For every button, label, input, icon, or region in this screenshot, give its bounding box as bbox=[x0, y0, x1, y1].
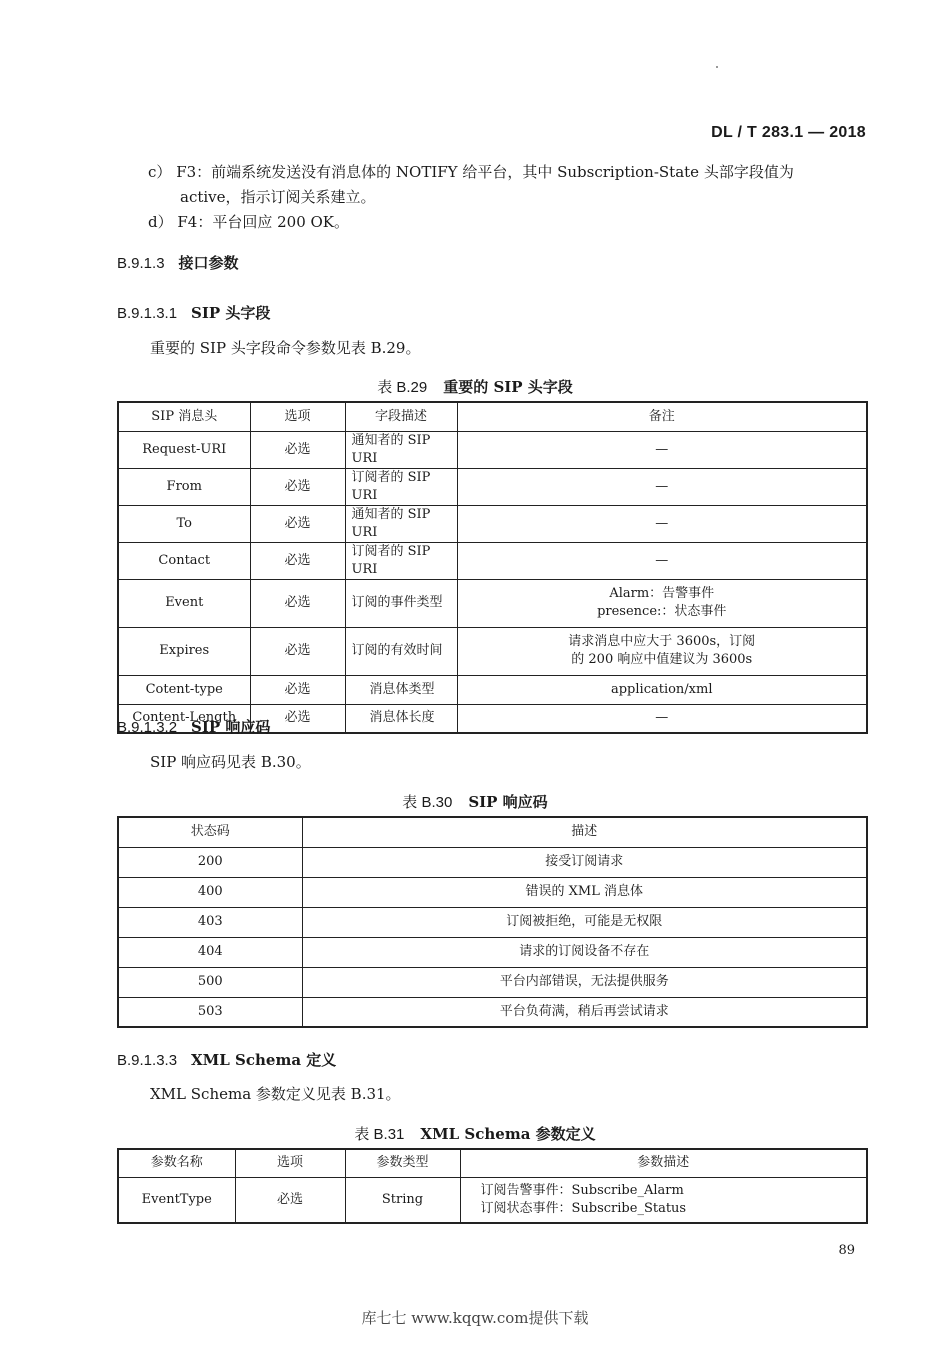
table-cell: 必选 bbox=[235, 1177, 345, 1223]
table-cell: — bbox=[457, 468, 867, 505]
table-cell: 200 bbox=[118, 847, 302, 877]
table-cell: 订阅者的 SIP URI bbox=[345, 468, 457, 505]
header-cell: 字段描述 bbox=[345, 402, 457, 431]
table-cell: 500 bbox=[118, 967, 302, 997]
table-cell: — bbox=[457, 542, 867, 579]
table-header-row bbox=[118, 817, 867, 847]
table-cell: 403 bbox=[118, 907, 302, 937]
table-cell bbox=[460, 1177, 867, 1223]
section-heading-b9133: B.9.1.3.3 XML Schema 定义 bbox=[117, 1051, 337, 1069]
table-row bbox=[118, 1177, 867, 1223]
download-watermark: 库七七 www.kqqw.com提供下载 bbox=[361, 1309, 589, 1327]
table-cell: 订阅被拒绝，可能是无权限 bbox=[302, 907, 867, 937]
header-cell: 备注 bbox=[457, 402, 867, 431]
cell-line: presence:：状态事件 bbox=[597, 604, 727, 619]
table-cell: 503 bbox=[118, 997, 302, 1027]
list-text-line1: F3：前端系统发送没有消息体的 NOTIFY 给平台，其中 Subscription-State 头部字段值为 bbox=[176, 163, 794, 181]
table-cell: — bbox=[457, 431, 867, 468]
table-cell: String bbox=[345, 1177, 460, 1223]
section-heading-b9132: B.9.1.3.2 SIP 响应码 bbox=[117, 718, 271, 736]
section-intro-b9131: 重要的 SIP 头字段命令参数见表 B.29。 bbox=[150, 339, 421, 357]
table-cell bbox=[457, 579, 867, 627]
section-intro-b9132: SIP 响应码见表 B.30。 bbox=[150, 753, 311, 771]
cell-line: Alarm：告警事件 bbox=[609, 586, 715, 601]
table-cell bbox=[457, 627, 867, 675]
table-row bbox=[118, 627, 867, 675]
table-cell: — bbox=[457, 704, 867, 733]
table-cell: 消息体长度 bbox=[345, 704, 457, 733]
table-cell: 必选 bbox=[250, 542, 345, 579]
table-cell: Content-Length bbox=[118, 704, 250, 733]
header-cell: 选项 bbox=[235, 1149, 345, 1177]
table-header-row bbox=[118, 1149, 867, 1177]
list-marker: c） bbox=[148, 163, 172, 181]
header-cell: SIP 消息头 bbox=[118, 402, 250, 431]
table-cell: 必选 bbox=[250, 468, 345, 505]
table-row bbox=[118, 468, 867, 505]
section-heading-b913: B.9.1.3 接口参数 bbox=[117, 254, 239, 272]
table-cell: 错误的 XML 消息体 bbox=[302, 877, 867, 907]
table-cell: 平台内部错误，无法提供服务 bbox=[302, 967, 867, 997]
list-item-c bbox=[148, 160, 868, 184]
table-caption-b30: 表 B.30 SIP 响应码 bbox=[402, 793, 548, 811]
table-cell: 订阅者的 SIP URI bbox=[345, 542, 457, 579]
table-cell: 平台负荷满，稍后再尝试请求 bbox=[302, 997, 867, 1027]
header-cell: 参数描述 bbox=[460, 1149, 867, 1177]
scan-speck bbox=[716, 66, 718, 68]
table-b29 bbox=[117, 401, 868, 734]
table-cell: 必选 bbox=[250, 505, 345, 542]
table-cell: Contact bbox=[118, 542, 250, 579]
table-row bbox=[118, 877, 867, 907]
table-row bbox=[118, 967, 867, 997]
header-cell: 状态码 bbox=[118, 817, 302, 847]
table-cell: — bbox=[457, 505, 867, 542]
document-code: DL / T 283.1 — 2018 bbox=[711, 124, 866, 141]
table-b30 bbox=[117, 816, 868, 1028]
cell-line: 订阅状态事件：Subscribe_Status bbox=[480, 1200, 687, 1216]
table-cell: 请求的订阅设备不存在 bbox=[302, 937, 867, 967]
header-cell: 参数名称 bbox=[118, 1149, 235, 1177]
table-row bbox=[118, 675, 867, 704]
table-cell: 必选 bbox=[250, 675, 345, 704]
table-cell: Event bbox=[118, 579, 250, 627]
table-row bbox=[118, 907, 867, 937]
table-cell: 通知者的 SIP URI bbox=[345, 431, 457, 468]
cell-line: 订阅告警事件：Subscribe_Alarm bbox=[480, 1182, 684, 1198]
table-row bbox=[118, 847, 867, 877]
table-header-row bbox=[118, 402, 867, 431]
table-cell: 必选 bbox=[250, 579, 345, 627]
table-b31 bbox=[117, 1148, 868, 1224]
list-text-line1: F4：平台回应 200 OK。 bbox=[177, 213, 350, 231]
header-cell: 选项 bbox=[250, 402, 345, 431]
page-number: 89 bbox=[838, 1243, 855, 1258]
cell-line: 请求消息中应大于 3600s，订阅 bbox=[568, 634, 756, 649]
table-row bbox=[118, 579, 867, 627]
table-cell: To bbox=[118, 505, 250, 542]
table-cell: Expires bbox=[118, 627, 250, 675]
table-cell: 400 bbox=[118, 877, 302, 907]
table-cell: 消息体类型 bbox=[345, 675, 457, 704]
cell-line: 的 200 响应中值建议为 3600s bbox=[571, 652, 753, 667]
table-cell: 订阅的事件类型 bbox=[345, 579, 457, 627]
table-cell: From bbox=[118, 468, 250, 505]
table-row bbox=[118, 937, 867, 967]
table-cell: 404 bbox=[118, 937, 302, 967]
table-cell: 必选 bbox=[250, 704, 345, 733]
table-cell: 接受订阅请求 bbox=[302, 847, 867, 877]
list-item-c-continuation: active，指示订阅关系建立。 bbox=[180, 188, 376, 206]
table-cell: 必选 bbox=[250, 431, 345, 468]
table-cell: application/xml bbox=[457, 675, 867, 704]
header-cell: 参数类型 bbox=[345, 1149, 460, 1177]
section-intro-b9133: XML Schema 参数定义见表 B.31。 bbox=[150, 1085, 401, 1103]
header-cell: 描述 bbox=[302, 817, 867, 847]
table-caption-b31: 表 B.31 XML Schema 参数定义 bbox=[354, 1125, 596, 1143]
list-marker: d） bbox=[148, 213, 173, 231]
table-cell: 通知者的 SIP URI bbox=[345, 505, 457, 542]
table-cell: Cotent-type bbox=[118, 675, 250, 704]
table-row bbox=[118, 997, 867, 1027]
table-cell: Request-URI bbox=[118, 431, 250, 468]
table-row bbox=[118, 542, 867, 579]
table-row bbox=[118, 505, 867, 542]
table-cell: 订阅的有效时间 bbox=[345, 627, 457, 675]
section-heading-b9131: B.9.1.3.1 SIP 头字段 bbox=[117, 304, 271, 322]
table-cell: EventType bbox=[118, 1177, 235, 1223]
list-item-d bbox=[148, 210, 868, 234]
table-row bbox=[118, 431, 867, 468]
table-caption-b29: 表 B.29 重要的 SIP 头字段 bbox=[377, 378, 573, 396]
table-cell: 必选 bbox=[250, 627, 345, 675]
